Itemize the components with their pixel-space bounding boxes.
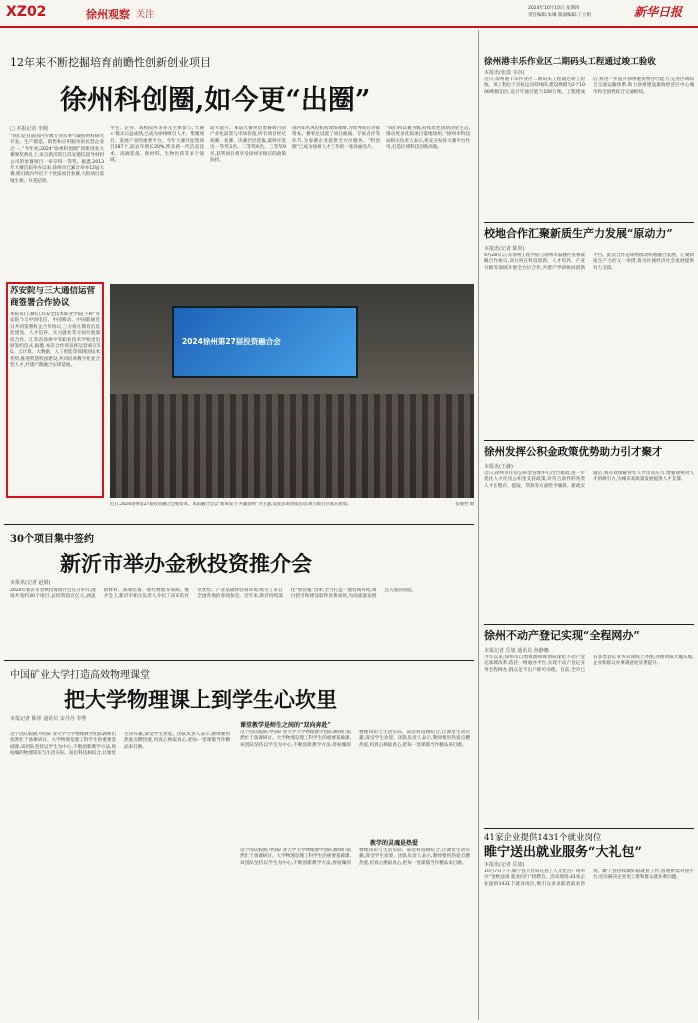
article-headline: 新沂市举办金秋投资推介会 (60, 551, 312, 576)
article-port (484, 56, 694, 216)
article-headline: 徐州不动产登记实现“全程网办” (484, 629, 640, 642)
article-headline: 校地合作汇聚新质生产力发展“原动力” (484, 227, 673, 240)
article-kicker: 12年来不断挖掘培育前瞻性创新创业项目 (10, 56, 211, 69)
article-byline: 本报讯(王赫) (484, 464, 513, 470)
photo-caption: 近日,2024徐州第27届投资融合会暨资本、本届融合会以“新域发力·共赢徐州”为主题,设置多场对接活动,吸引数百位嘉宾参加。 张俊哲 摄 (110, 502, 474, 507)
subsection-name: 关注 (136, 10, 155, 20)
article-col-4: 国内知名风投机构现场观摩,为优秀项目对接资本。赛事还设置了项目路演、专家点评等环节,为参赛企业提供全方位服务。“科创圈”已成为徐州人才工作的一张亮丽名片。 (292, 126, 380, 151)
article-byline: 本报讯(记者 陈彤) (484, 246, 525, 252)
photo-credit: 张俊哲 摄 (455, 502, 474, 507)
article-body: 今年以来,徐州市自然资源和规划局深化不动产登记领域改革,依托一网通办平台,实现不动产登记业务全程网办,群众足不出户即可办理。目前,全市已有多类登记业务实现线上办理,办理时限大幅压缩,企业和群众办事满意度显著提升。 (484, 655, 694, 673)
article-byline: 本报记者 陈彤 通讯员 宋丹丹 李秀 (10, 716, 87, 722)
news-photo (110, 284, 474, 498)
article-school-local (484, 226, 694, 438)
audience (110, 394, 474, 498)
page-number: XZ02 (6, 4, 47, 20)
article-body-3: 这个国庆假期,中国矿业大学大学物理教学团队教师们依然忙于备课研讨。大学物理是理工科学生的重要基础课,该团队坚持以学生为中心,不断创新教学方法,将枯燥的物理知识与生活实际、前沿科技相结合,让课堂生动有趣,深受学生欢迎。团队负责人表示,教师要用热爱点燃热爱,用真心换取真心,把每一堂课都当作精品来打磨。 (240, 848, 470, 866)
article-byline: □ 本报记者 李刚 (10, 126, 48, 132)
article-body: 这个国庆假期,中国矿业大学大学物理教学团队教师们依然忙于备课研讨。大学物理是理工科学生的重要基础课,该团队坚持以学生为中心,不断创新教学方法,将枯燥的物理知识与生活实际、前沿科技相结合,让课堂生动有趣,深受学生欢迎。团队负责人表示,教师要用热爱点燃热爱,用真心换取真心,把每一堂课都当作精品来打磨。 (10, 732, 230, 757)
article-col-3: 较大提升。本届大赛突出参赛项目的产业化前景与市场价值,所有项目经过初赛、复赛、决赛层层选拔,最终评选出一等奖3名、二等奖6名、三等奖9名,获奖项目将享受徐州市相应的政策扶持。 (210, 126, 286, 164)
photo-screen (172, 306, 358, 378)
article-body: 2024年新沂市金秋投资推介会近日举行,现场共签约30个项目,总投资超百亿元,涵盖新材料、高端装备、现代物流等领域。推介会上,新沂市相关负责人介绍了该市的区位优势、产业基础和营商环境,吸引了来自全国各地的客商参会。近年来,新沂持续深化“放管服”改革,全力打造一流营商环境,项目招引和建设取得显著成效,为高质量发展注入强劲动能。 (10, 588, 417, 600)
article-body-2: 这个国庆假期,中国矿业大学大学物理教学团队教师们依然忙于备课研讨。大学物理是理工科学生的重要基础课,该团队坚持以学生为中心,不断创新教学方法,将枯燥的物理知识与生活实际、前沿科技相结合,让课堂生动有趣,深受学生欢迎。团队负责人表示,教师要用热爱点燃热爱,用真心换取真心,把每一堂课都当作精品来打磨。 (240, 730, 470, 748)
article-byline: 本报讯(记者 赵娟) (10, 580, 51, 586)
article-housing-fund (484, 444, 694, 620)
article-byline: 本报讯(记者 岳旭) (484, 862, 525, 868)
article-headline: 睢宁送出就业服务“大礼包” (484, 845, 642, 860)
column-divider (478, 30, 479, 1020)
article-body: 近日,徐州市住房公积金管理中心出台新政,进一步优化人才住房公积金支持政策,对符合条件的各类人才在缴存、提取、贷款等方面给予倾斜。新政实施后,将有效缓解青年人才住房压力,增强徐州对人才的吸引力,为城市高质量发展提供人才支撑。 (484, 471, 694, 489)
article-kicker: 41家企业提供1431个就业岗位 (484, 833, 602, 843)
newspaper-logo: 新华日报 (634, 5, 683, 19)
section-name: 徐州观察 (86, 8, 130, 21)
article-headline: 把大学物理课上到学生心坎里 (64, 687, 337, 712)
article-col-2: 学生、企业、高校院所等多元主体参与,‘大赛+’模式日益成熟,已成为徐州吸引人才、集聚项目、发展产业的重要平台。今年大赛共征集项目287个,较去年增长20%,涉及新一代信息技术、高端装备、新材料、生物医药等多个领域。 (110, 126, 204, 164)
article-xinyi (0, 526, 476, 656)
article-headline: 徐州港丰乐作业区二期码头工程通过竣工验收 (484, 57, 656, 67)
article-headline: 徐州发挥公积金政策优势助力引才聚才 (484, 446, 663, 458)
boxed-article-title: 苏安院与三大通信运营商签署合作协议 (10, 286, 96, 308)
article-byline: 本报记者 岳旭 通讯员 孙静娜 (484, 648, 549, 654)
sub-heading-2: 教学的灵魂是热爱 (370, 840, 419, 847)
banner-text: 2024徐州第27届投资融合会 (182, 337, 281, 346)
article-body: 9月28日,江苏徐州工程学院与徐州市鼓楼区签署战略合作协议,双方将在科技创新、人才培养、产业升级等领域开展全方位合作,共建产学研协同创新平台。此次合作是徐州推动校地融合发展、汇聚新质生产力的又一举措,将为区域经济社会发展提供有力支撑。 (484, 253, 694, 271)
header-editor: 责任编辑:朱琳 版面编辑:丁立娟 (528, 13, 591, 18)
page-header (0, 0, 698, 26)
article-kicker: 中国矿业大学打造高效物理课堂 (10, 670, 150, 681)
article-body: 10月7日下午,睢宁县人社局在县工人文化宫广场举办“金秋送岗 就业同行”招聘会。活动现场,41家企业提供1431个就业岗位,吸引众多求职者前来咨询。睢宁县持续做好稳就业工作,搭建供需对接平台,切实解决企业用工难和群众就业难问题。 (484, 869, 694, 887)
boxed-article-content (10, 286, 100, 494)
boxed-article-body: 本报讯(王赫)江苏安全技术职业学院(下称“苏安院”)与中国电信、中国移动、中国联通近日共同签署校企合作协议,三方将在教育信息化建设、人才培养、实习就业等方面开展深度合作。江苏省徐州中等职业技术学校也出席签约仪式,据悉,本次合作将发挥运营商在5G、云计算、大数据、人工智能等领域的技术优势,推进智慧校园建设,共同培养数字化复合型人才,共建产教融合实训基地。 (10, 312, 100, 369)
header-date: 2024年10月10日 星期四 (528, 6, 580, 11)
article-kicker: 30个项目集中签约 (10, 534, 94, 545)
article-jobs (484, 832, 694, 1020)
article-col-1: “我们是目前国内少数专业从事气凝胶材料研究开发、生产制造、销售和应用服务的民营企业之一。”今年初,2024“徐州科创圈”创新创业大赛颁奖典礼上,来自新沂的江苏安德信超导材料公司的参赛项目一举夺得一等奖。据悉,2013年大赛首届举办以来,徐州市已累计举办12届大赛,吸引海内外近千个优质项目参赛,大批项目落地生根、开花结果。 (10, 134, 104, 184)
article-byline: 本报讯(张漠 韦谷) (484, 70, 525, 76)
article-headline: 徐州科创圈,如今更“出圈” (60, 85, 371, 116)
article-physics (0, 662, 476, 1020)
sub-heading-1: 课堂教学是师生之间的“双向奔赴” (240, 722, 331, 729)
article-col-5: “我们将以赛为媒,持续优化创新创业生态,推动更多优质项目落地徐州。”徐州市科技局相关负责人表示,将充分发挥大赛平台作用,打造区域科技创新高地。 (386, 126, 470, 151)
article-body: 近日,徐州港丰乐作业区二期码头工程通过竣工验收。该工程位于京杭运河邳州段,建设规模为2个1000吨级泊位,设计年通过能力100万吨。工程建成后,将进一步提升徐州港货物吞吐能力,完善区域综合交通运输体系,助力徐州建设淮海经济区中心城市和全国性综合交通枢纽。 (484, 77, 694, 95)
article-property (484, 628, 694, 826)
